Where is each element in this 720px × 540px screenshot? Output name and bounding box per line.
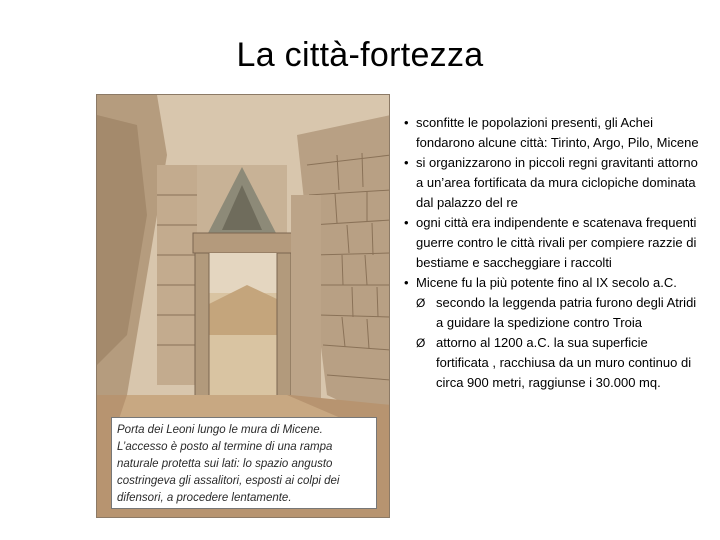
bullet-dot-icon: • [404,115,409,130]
lion-gate-photo [96,94,390,518]
bullet-item [404,153,700,213]
arrow-bullet-icon: Ø [416,296,426,310]
bullet-item [404,273,700,293]
photo-caption: Porta dei Leoni lungo le mura di Micene. L’accesso è posto al termine di una rampa naturale protetta sui lati: lo spazio angusto costringeva gli assalitori, esposti ai colpi dei difensori, a procedere lentamente. [111,417,377,509]
bullet-dot-icon: • [404,155,409,170]
bullet-text: si organizzarono in piccoli regni gravitanti attorno a un’area fortificata da mura ciclopiche dominata dal palazzo del re [416,155,698,210]
bullet-item [404,213,700,273]
bullet-text: sconfitte le popolazioni presenti, gli Achei fondarono alcune città: Tirinto, Argo, Pilo, Micene [416,115,699,150]
sub-bullet-item [404,333,700,393]
bullet-dot-icon: • [404,215,409,230]
bullet-text: Micene fu la più potente fino al IX secolo a.C. [416,275,677,290]
bullet-text: attorno al 1200 a.C. la sua superficie fortificata , racchiusa da un muro continuo di circa 900 metri, raggiunse i 30.000 mq. [436,335,692,390]
bullet-text: ogni città era indipendente e scatenava frequenti guerre contro le città rivali per compiere razzie di bestiame e saccheggiare i raccolti [416,215,697,270]
slide-title: La città-fortezza [236,36,484,74]
bullet-dot-icon: • [404,275,409,290]
sub-bullet-item [404,293,700,333]
bullet-item [404,113,700,153]
arrow-bullet-icon: Ø [416,336,426,350]
bullet-text: secondo la leggenda patria furono degli Atridi a guidare la spedizione contro Troia [436,295,697,330]
bullet-list [404,113,700,393]
